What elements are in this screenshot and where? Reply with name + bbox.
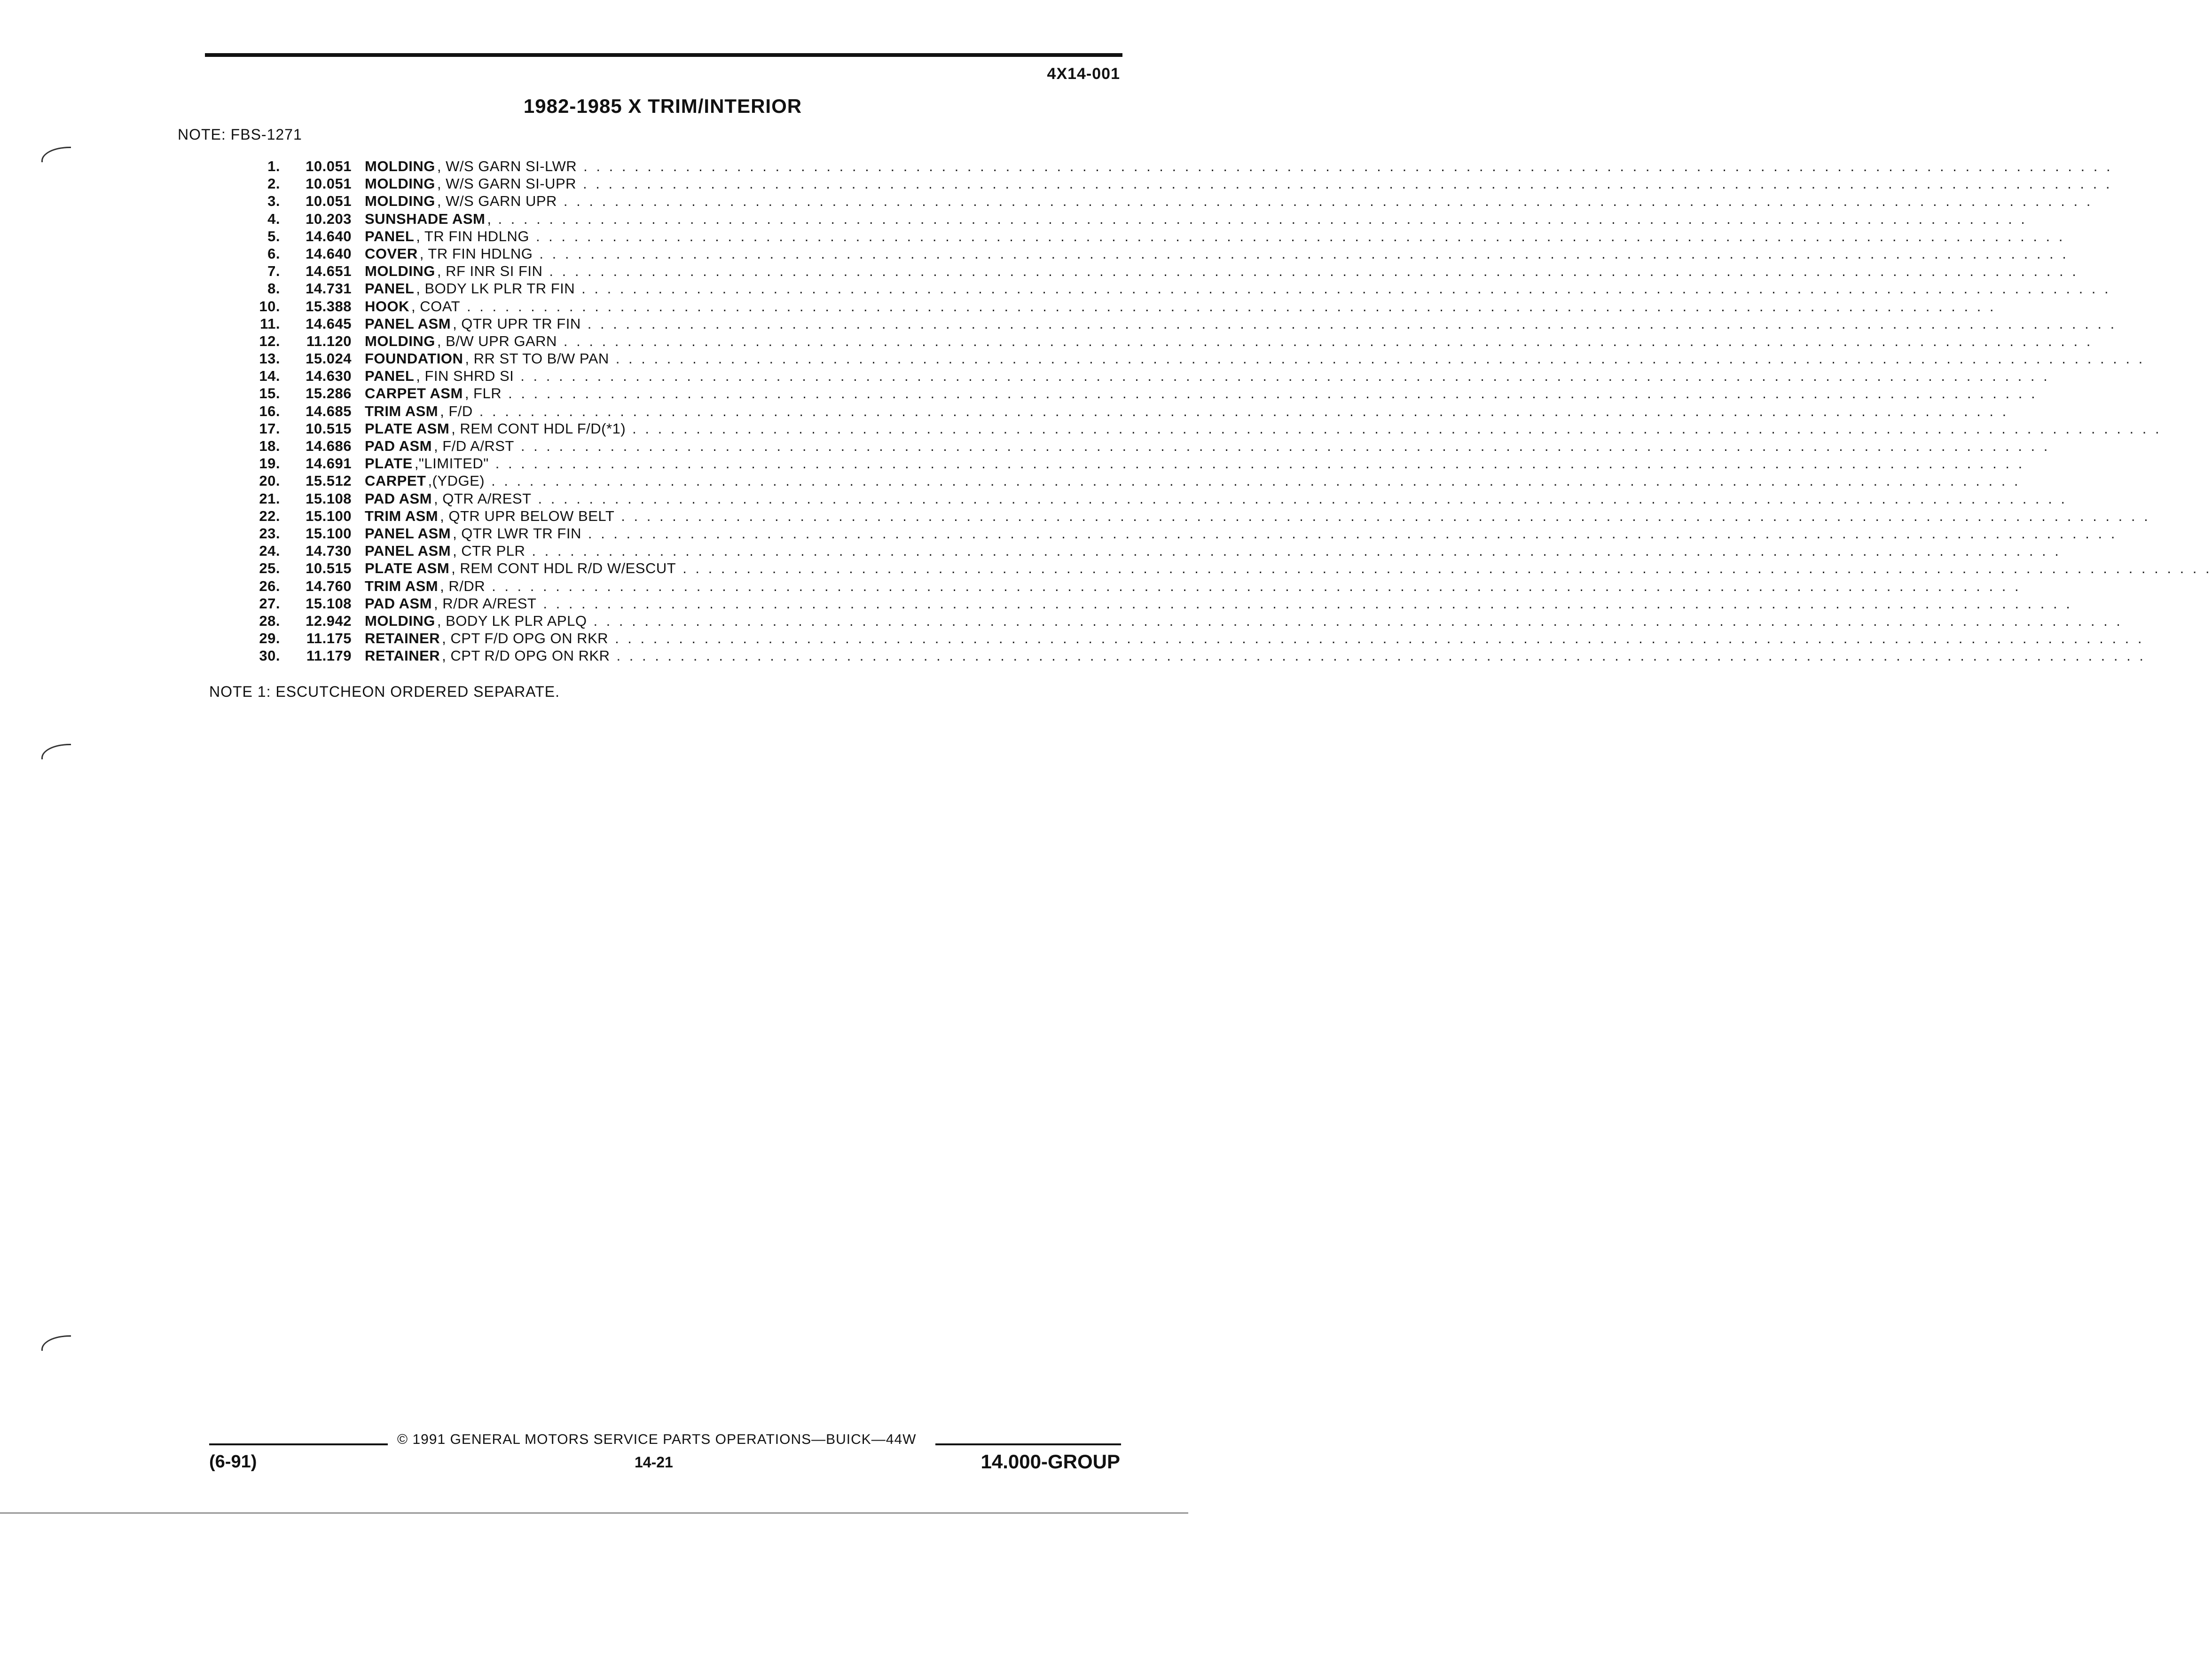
part-number: 29. [259, 630, 280, 647]
part-row [235, 280, 2111, 298]
part-description: , CTR PLR [453, 543, 526, 560]
part-name: MOLDING [365, 158, 435, 174]
part-name: CARPET ASM [365, 385, 463, 402]
part-name: TRIM ASM [365, 577, 439, 594]
part-description: , QTR LWR TR FIN [453, 525, 581, 542]
part-name: TRIM ASM [365, 402, 439, 419]
part-code: 14.645 [306, 315, 352, 332]
dot-leader: . . . . . . . . . . . . . . . . . . . . . . . . . . . . . . . . . . . . . . . . . . . . . . . . . . . . . . . . . . . . . . . . . . . . . . . . . . . . . . . . . . . . . . . . . . . . . . . . . . . . . . . . . . . . . . . . . . . . . . . . [615, 350, 2145, 367]
part-number: 4. [267, 210, 280, 227]
part-description: , B/W UPR GARN [437, 332, 557, 349]
part-row [235, 298, 1996, 315]
part-description: , W/S GARN SI-LWR [437, 158, 577, 174]
part-name: MOLDING [365, 175, 435, 192]
part-number: 15. [259, 385, 280, 402]
dot-leader: . . . . . . . . . . . . . . . . . . . . . . . . . . . . . . . . . . . . . . . . . . . . . . . . . . . . . . . . . . . . . . . . . . . . . . . . . . . . . . . . . . . . . . . . . . . . . . . . . . . . . . . . . . . . . . . . . . . . . . . . [621, 507, 2150, 524]
top-rule [205, 53, 1122, 57]
part-code: 10.203 [306, 210, 352, 227]
margin-mark [41, 147, 71, 162]
part-description: , FLR [464, 385, 502, 402]
reference-note: NOTE: FBS-1271 [178, 126, 302, 143]
part-name: PLATE ASM [365, 420, 450, 437]
part-row [235, 455, 2025, 473]
part-number: 27. [259, 595, 280, 612]
part-name: PANEL ASM [365, 543, 451, 560]
part-name: MOLDING [365, 193, 435, 210]
part-row [235, 228, 2065, 245]
footer-copyright: © 1991 GENERAL MOTORS SERVICE PARTS OPERATIONS—BUICK—44W [397, 1432, 917, 1447]
footer-rule-left [209, 1443, 388, 1445]
part-number: 17. [259, 420, 280, 437]
dot-leader: . . . . . . . . . . . . . . . . . . . . . . . . . . . . . . . . . . . . . . . . . . . . . . . . . . . . . . . . . . . . . . . . . . . . . . . . . . . . . . . . . . . . . . . . . . . . . . . . . . . . . . . . . . . . . . . . . . . . . . . . [520, 368, 2050, 385]
part-description: , W/S GARN UPR [437, 193, 557, 210]
dot-leader: . . . . . . . . . . . . . . . . . . . . . . . . . . . . . . . . . . . . . . . . . . . . . . . . . . . . . . . . . . . . . . . . . . . . . . . . . . . . . . . . . . . . . . . . . . . . . . . . . . . . . . . . . . . . . . . . . . . . . . . . [682, 560, 2212, 577]
footnote: NOTE 1: ESCUTCHEON ORDERED SEPARATE. [209, 683, 560, 700]
part-number: 26. [259, 577, 280, 594]
dot-leader: . . . . . . . . . . . . . . . . . . . . . . . . . . . . . . . . . . . . . . . . . . . . . . . . . . . . . . . . . . . . . . . . . . . . . . . . . . . . . . . . . . . . . . . . . . . . . . . . . . . . . . . . . . . . . . . . . . . . . . . . [495, 455, 2025, 472]
dot-leader: . . . . . . . . . . . . . . . . . . . . . . . . . . . . . . . . . . . . . . . . . . . . . . . . . . . . . . . . . . . . . . . . . . . . . . . . . . . . . . . . . . . . . . . . . . . . . . . . . . . . . . . . . . . . . . . . . . . . . . . . [498, 210, 2027, 227]
part-name: RETAINER [365, 647, 440, 664]
part-name: FOUNDATION [365, 350, 463, 367]
dot-leader: . . . . . . . . . . . . . . . . . . . . . . . . . . . . . . . . . . . . . . . . . . . . . . . . . . . . . . . . . . . . . . . . . . . . . . . . . . . . . . . . . . . . . . . . . . . . . . . . . . . . . . . . . . . . . . . . . . . . . . . . [593, 612, 2123, 629]
dot-leader: . . . . . . . . . . . . . . . . . . . . . . . . . . . . . . . . . . . . . . . . . . . . . . . . . . . . . . . . . . . . . . . . . . . . . . . . . . . . . . . . . . . . . . . . . . . . . . . . . . . . . . . . . . . . . . . . . . . . . . . . [539, 245, 2069, 262]
part-row [235, 332, 2093, 350]
part-row [235, 210, 2027, 228]
dot-leader: . . . . . . . . . . . . . . . . . . . . . . . . . . . . . . . . . . . . . . . . . . . . . . . . . . . . . . . . . . . . . . . . . . . . . . . . . . . . . . . . . . . . . . . . . . . . . . . . . . . . . . . . . . . . . . . . . . . . . . . . [563, 332, 2093, 349]
margin-mark [41, 1335, 71, 1351]
footer-rule-right [935, 1443, 1121, 1445]
part-number: 11. [260, 315, 280, 332]
part-description: , RF INR SI FIN [437, 263, 543, 280]
part-code: 15.108 [306, 490, 352, 507]
part-description: , CPT R/D OPG ON RKR [442, 647, 610, 664]
part-number: 28. [259, 612, 280, 629]
part-name: COVER [365, 245, 418, 262]
part-row [235, 263, 2079, 280]
part-description: , BODY LK PLR TR FIN [416, 280, 575, 297]
dot-leader: . . . . . . . . . . . . . . . . . . . . . . . . . . . . . . . . . . . . . . . . . . . . . . . . . . . . . . . . . . . . . . . . . . . . . . . . . . . . . . . . . . . . . . . . . . . . . . . . . . . . . . . . . . . . . . . . . . . . . . . . [508, 385, 2038, 402]
part-number: 14. [259, 368, 280, 385]
part-code: 14.686 [306, 438, 352, 454]
part-row [235, 368, 2050, 385]
part-code: 10.051 [306, 175, 352, 192]
part-code: 14.730 [306, 543, 352, 560]
part-name: PANEL [365, 228, 415, 244]
dot-leader: . . . . . . . . . . . . . . . . . . . . . . . . . . . . . . . . . . . . . . . . . . . . . . . . . . . . . . . . . . . . . . . . . . . . . . . . . . . . . . . . . . . . . . . . . . . . . . . . . . . . . . . . . . . . . . . . . . . . . . . . [616, 647, 2146, 664]
part-number: 16. [259, 402, 280, 419]
part-number: 8. [267, 280, 280, 297]
part-code: 15.388 [306, 298, 352, 315]
part-name: PAD ASM [365, 595, 432, 612]
part-name: SUNSHADE ASM [365, 210, 486, 227]
dot-leader: . . . . . . . . . . . . . . . . . . . . . . . . . . . . . . . . . . . . . . . . . . . . . . . . . . . . . . . . . . . . . . . . . . . . . . . . . . . . . . . . . . . . . . . . . . . . . . . . . . . . . . . . . . . . . . . . . . . . . . . . [632, 420, 2162, 437]
part-name: PAD ASM [365, 438, 432, 454]
part-number: 20. [259, 473, 280, 489]
part-name: RETAINER [365, 630, 440, 647]
part-row [235, 245, 2069, 263]
part-description: , CPT F/D OPG ON RKR [442, 630, 609, 647]
dot-leader: . . . . . . . . . . . . . . . . . . . . . . . . . . . . . . . . . . . . . . . . . . . . . . . . . . . . . . . . . . . . . . . . . . . . . . . . . . . . . . . . . . . . . . . . . . . . . . . . . . . . . . . . . . . . . . . . . . . . . . . . [563, 193, 2093, 210]
part-name: MOLDING [365, 263, 435, 280]
part-name: PLATE ASM [365, 560, 450, 577]
part-description: , R/DR A/REST [434, 595, 537, 612]
dot-leader: . . . . . . . . . . . . . . . . . . . . . . . . . . . . . . . . . . . . . . . . . . . . . . . . . . . . . . . . . . . . . . . . . . . . . . . . . . . . . . . . . . . . . . . . . . . . . . . . . . . . . . . . . . . . . . . . . . . . . . . . [535, 228, 2065, 244]
part-name: PANEL [365, 368, 415, 385]
part-row [235, 612, 2123, 630]
part-number: 18. [259, 438, 280, 454]
dot-leader: . . . . . . . . . . . . . . . . . . . . . . . . . . . . . . . . . . . . . . . . . . . . . . . . . . . . . . . . . . . . . . . . . . . . . . . . . . . . . . . . . . . . . . . . . . . . . . . . . . . . . . . . . . . . . . . . . . . . . . . . [538, 490, 2067, 507]
part-row [235, 350, 2145, 368]
part-row [235, 595, 2072, 613]
dot-leader: . . . . . . . . . . . . . . . . . . . . . . . . . . . . . . . . . . . . . . . . . . . . . . . . . . . . . . . . . . . . . . . . . . . . . . . . . . . . . . . . . . . . . . . . . . . . . . . . . . . . . . . . . . . . . . . . . . . . . . . . [543, 595, 2072, 612]
part-description: , QTR UPR BELOW BELT [440, 507, 615, 524]
part-number: 12. [259, 332, 280, 349]
part-description: , W/S GARN SI-UPR [437, 175, 577, 192]
part-description: ,(YDGE) [428, 473, 485, 489]
part-name: PLATE [365, 455, 413, 472]
dot-leader: . . . . . . . . . . . . . . . . . . . . . . . . . . . . . . . . . . . . . . . . . . . . . . . . . . . . . . . . . . . . . . . . . . . . . . . . . . . . . . . . . . . . . . . . . . . . . . . . . . . . . . . . . . . . . . . . . . . . . . . . [615, 630, 2144, 647]
part-name: TRIM ASM [365, 507, 439, 524]
part-number: 25. [259, 560, 280, 577]
part-description: , COAT [411, 298, 461, 315]
part-row [235, 315, 2117, 333]
part-code: 14.691 [306, 455, 352, 472]
page-title: 1982-1985 X TRIM/INTERIOR [523, 95, 802, 117]
part-code: 11.179 [306, 647, 352, 664]
dot-leader: . . . . . . . . . . . . . . . . . . . . . . . . . . . . . . . . . . . . . . . . . . . . . . . . . . . . . . . . . . . . . . . . . . . . . . . . . . . . . . . . . . . . . . . . . . . . . . . . . . . . . . . . . . . . . . . . . . . . . . . . [587, 315, 2117, 332]
part-description: , QTR UPR TR FIN [453, 315, 581, 332]
part-number: 30. [259, 647, 280, 664]
dot-leader: . . . . . . . . . . . . . . . . . . . . . . . . . . . . . . . . . . . . . . . . . . . . . . . . . . . . . . . . . . . . . . . . . . . . . . . . . . . . . . . . . . . . . . . . . . . . . . . . . . . . . . . . . . . . . . . . . . . . . . . . [492, 577, 2021, 594]
part-code: 15.108 [306, 595, 352, 612]
part-number: 1. [267, 158, 280, 174]
part-row [235, 577, 2021, 595]
part-code: 15.286 [306, 385, 352, 402]
part-row [235, 630, 2144, 647]
part-code: 15.024 [306, 350, 352, 367]
dot-leader: . . . . . . . . . . . . . . . . . . . . . . . . . . . . . . . . . . . . . . . . . . . . . . . . . . . . . . . . . . . . . . . . . . . . . . . . . . . . . . . . . . . . . . . . . . . . . . . . . . . . . . . . . . . . . . . . . . . . . . . . [583, 158, 2113, 174]
dot-leader: . . . . . . . . . . . . . . . . . . . . . . . . . . . . . . . . . . . . . . . . . . . . . . . . . . . . . . . . . . . . . . . . . . . . . . . . . . . . . . . . . . . . . . . . . . . . . . . . . . . . . . . . . . . . . . . . . . . . . . . . [588, 525, 2118, 542]
part-code: 14.630 [306, 368, 352, 385]
part-description: , [487, 210, 492, 227]
part-code: 10.515 [306, 560, 352, 577]
part-description: ,"LIMITED" [414, 455, 489, 472]
part-row [235, 543, 2061, 560]
part-row [235, 490, 2067, 508]
part-name: CARPET [365, 473, 426, 489]
part-row [235, 647, 2146, 665]
part-name: HOOK [365, 298, 409, 315]
part-number: 5. [267, 228, 280, 244]
dot-leader: . . . . . . . . . . . . . . . . . . . . . . . . . . . . . . . . . . . . . . . . . . . . . . . . . . . . . . . . . . . . . . . . . . . . . . . . . . . . . . . . . . . . . . . . . . . . . . . . . . . . . . . . . . . . . . . . . . . . . . . . [549, 263, 2079, 280]
part-row [235, 193, 2093, 210]
part-row [235, 438, 2050, 455]
part-code: 14.640 [306, 228, 352, 244]
part-code: 10.515 [306, 420, 352, 437]
part-code: 11.175 [306, 630, 352, 647]
part-code: 14.640 [306, 245, 352, 262]
part-row [235, 385, 2038, 402]
part-description: , R/DR [440, 577, 486, 594]
part-code: 15.512 [306, 473, 352, 489]
page-number: 14-21 [635, 1454, 673, 1471]
part-number: 6. [267, 245, 280, 262]
dot-leader: . . . . . . . . . . . . . . . . . . . . . . . . . . . . . . . . . . . . . . . . . . . . . . . . . . . . . . . . . . . . . . . . . . . . . . . . . . . . . . . . . . . . . . . . . . . . . . . . . . . . . . . . . . . . . . . . . . . . . . . . [581, 280, 2111, 297]
part-code: 14.731 [306, 280, 352, 297]
part-code: 15.100 [306, 525, 352, 542]
part-code: 11.120 [306, 332, 352, 349]
part-number: 13. [259, 350, 280, 367]
part-code: 14.760 [306, 577, 352, 594]
part-code: 14.651 [306, 263, 352, 280]
dot-leader: . . . . . . . . . . . . . . . . . . . . . . . . . . . . . . . . . . . . . . . . . . . . . . . . . . . . . . . . . . . . . . . . . . . . . . . . . . . . . . . . . . . . . . . . . . . . . . . . . . . . . . . . . . . . . . . . . . . . . . . . [520, 438, 2050, 454]
part-name: PANEL [365, 280, 415, 297]
part-number: 3. [267, 193, 280, 210]
part-name: PANEL ASM [365, 315, 451, 332]
part-name: PAD ASM [365, 490, 432, 507]
part-description: , BODY LK PLR APLQ [437, 612, 587, 629]
dot-leader: . . . . . . . . . . . . . . . . . . . . . . . . . . . . . . . . . . . . . . . . . . . . . . . . . . . . . . . . . . . . . . . . . . . . . . . . . . . . . . . . . . . . . . . . . . . . . . . . . . . . . . . . . . . . . . . . . . . . . . . . [532, 543, 2061, 560]
dot-leader: . . . . . . . . . . . . . . . . . . . . . . . . . . . . . . . . . . . . . . . . . . . . . . . . . . . . . . . . . . . . . . . . . . . . . . . . . . . . . . . . . . . . . . . . . . . . . . . . . . . . . . . . . . . . . . . . . . . . . . . . [479, 402, 2009, 419]
part-row [235, 158, 2113, 175]
part-number: 23. [259, 525, 280, 542]
footer-date: (6-91) [209, 1452, 257, 1472]
part-description: , REM CONT HDL F/D(*1) [451, 420, 626, 437]
part-row [235, 420, 2162, 438]
part-row [235, 175, 2112, 193]
dot-leader: . . . . . . . . . . . . . . . . . . . . . . . . . . . . . . . . . . . . . . . . . . . . . . . . . . . . . . . . . . . . . . . . . . . . . . . . . . . . . . . . . . . . . . . . . . . . . . . . . . . . . . . . . . . . . . . . . . . . . . . . [467, 298, 1996, 315]
part-description: , REM CONT HDL R/D W/ESCUT [451, 560, 676, 577]
part-name: MOLDING [365, 612, 435, 629]
part-row [235, 560, 2212, 577]
part-row [235, 473, 2021, 490]
part-code: 12.942 [306, 612, 352, 629]
group-label: 14.000-GROUP [980, 1450, 1120, 1473]
part-number: 22. [259, 507, 280, 524]
part-description: , TR FIN HDLNG [416, 228, 529, 244]
document-code: 4X14-001 [1047, 65, 1120, 83]
part-name: MOLDING [365, 332, 435, 349]
part-description: , F/D [440, 402, 473, 419]
part-code: 10.051 [306, 193, 352, 210]
parts-list [235, 158, 2212, 665]
part-row [235, 402, 2009, 420]
part-description: , TR FIN HDLNG [419, 245, 533, 262]
part-code: 10.051 [306, 158, 352, 174]
part-number: 21. [259, 490, 280, 507]
part-number: 2. [267, 175, 280, 192]
part-number: 24. [259, 543, 280, 560]
dot-leader: . . . . . . . . . . . . . . . . . . . . . . . . . . . . . . . . . . . . . . . . . . . . . . . . . . . . . . . . . . . . . . . . . . . . . . . . . . . . . . . . . . . . . . . . . . . . . . . . . . . . . . . . . . . . . . . . . . . . . . . . [491, 473, 2021, 489]
part-number: 19. [259, 455, 280, 472]
dot-leader: . . . . . . . . . . . . . . . . . . . . . . . . . . . . . . . . . . . . . . . . . . . . . . . . . . . . . . . . . . . . . . . . . . . . . . . . . . . . . . . . . . . . . . . . . . . . . . . . . . . . . . . . . . . . . . . . . . . . . . . . [583, 175, 2112, 192]
part-name: PANEL ASM [365, 525, 451, 542]
part-row [235, 525, 2118, 543]
margin-mark [41, 744, 71, 759]
part-description: , QTR A/REST [434, 490, 532, 507]
part-description: , F/D A/RST [434, 438, 514, 454]
part-number: 10. [259, 298, 280, 315]
part-description: , RR ST TO B/W PAN [465, 350, 609, 367]
part-description: , FIN SHRD SI [416, 368, 514, 385]
part-code: 14.685 [306, 402, 352, 419]
part-row [235, 507, 2150, 525]
part-code: 15.100 [306, 507, 352, 524]
part-number: 7. [267, 263, 280, 280]
